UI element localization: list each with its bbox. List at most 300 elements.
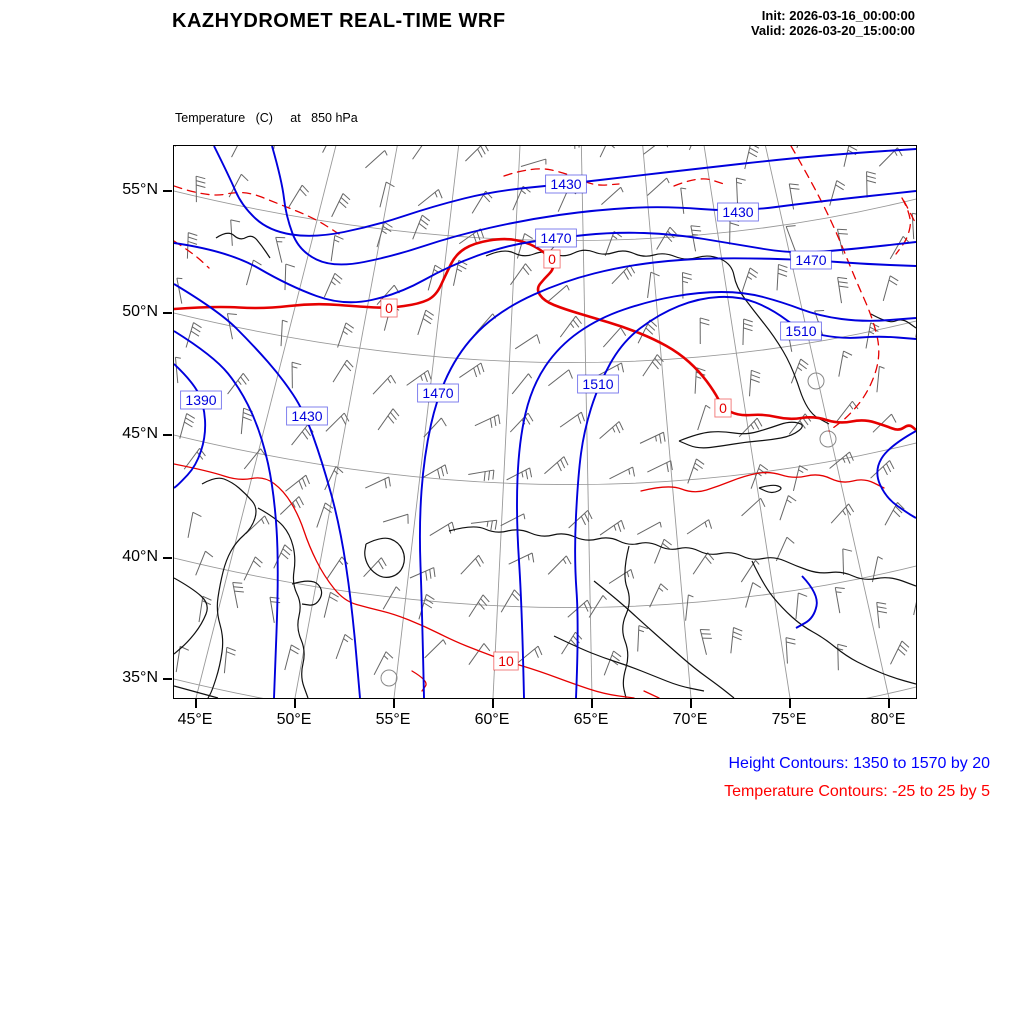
wind-barb-feather <box>187 414 195 419</box>
wind-barb-feather <box>894 151 897 156</box>
wind-barb-feather <box>557 462 561 471</box>
wind-barb-feather <box>528 413 533 421</box>
wind-barb-feather <box>627 268 632 276</box>
graticule-meridian <box>643 146 691 698</box>
wind-barb-feather <box>227 647 236 650</box>
wind-barb-feather <box>787 537 794 543</box>
wind-barb-feather <box>226 652 235 655</box>
wind-barb-feather <box>664 539 672 545</box>
wind-barb-feather <box>434 568 435 577</box>
wind-barb-shaft <box>199 596 203 622</box>
wind-barb-shaft <box>700 629 706 654</box>
temp-contour-label: 10 <box>498 653 514 669</box>
wind-barb-feather <box>613 427 615 432</box>
wind-barb-shaft <box>731 627 734 653</box>
wind-barb-feather <box>191 331 199 336</box>
wind-barb-feather <box>253 561 260 567</box>
wind-barb-shaft <box>844 146 850 167</box>
wind-barb-feather <box>300 189 306 196</box>
wind-barb-feather <box>196 185 205 188</box>
wind-barb-shaft <box>232 146 244 157</box>
wind-barb-feather <box>751 379 760 382</box>
wind-barb-feather <box>188 237 197 240</box>
wind-barb-feather <box>646 328 653 334</box>
wind-barb-feather <box>421 375 423 380</box>
wind-barb-feather <box>196 176 205 179</box>
wind-barb-shaft <box>418 189 438 205</box>
wind-barb-feather <box>622 363 624 372</box>
wind-barb-feather <box>747 276 752 279</box>
wind-barb-feather <box>339 561 343 565</box>
wind-barb-shaft <box>285 645 292 670</box>
wind-barb-feather <box>733 632 742 636</box>
wind-barb-shaft <box>650 584 661 608</box>
lon-tick <box>492 699 494 708</box>
wind-barb-feather <box>478 149 483 157</box>
wind-barb-feather <box>749 152 757 157</box>
wind-barb-feather <box>474 368 477 377</box>
wind-barb-feather <box>421 219 429 225</box>
wind-barb-feather <box>430 569 431 578</box>
wind-barb-feather <box>241 377 247 385</box>
height-contour <box>272 146 916 264</box>
wind-barb-feather <box>890 460 894 468</box>
wind-barb-shaft <box>883 276 890 301</box>
wind-barb-shaft <box>655 539 665 563</box>
wind-barb-feather <box>624 271 629 279</box>
wind-barb-feather <box>525 264 531 271</box>
wind-barb-feather <box>498 415 499 424</box>
wind-barb-feather <box>743 328 752 331</box>
height-contour <box>420 258 916 698</box>
wind-barb-shaft <box>377 222 384 247</box>
station-circle <box>381 670 397 686</box>
temp-contour-dashed <box>174 186 339 234</box>
wind-barb-shaft <box>830 452 850 469</box>
wind-barb-shaft <box>281 320 282 346</box>
variable-temperature: Temperature (C) at 850 hPa <box>175 111 358 125</box>
wind-barb-shaft <box>793 466 799 491</box>
wind-barb-feather <box>347 360 353 367</box>
wind-barb-feather <box>537 335 540 344</box>
wind-barb-feather <box>709 520 712 529</box>
wind-barb-feather <box>291 645 299 650</box>
wind-barb-feather <box>441 467 443 476</box>
wind-barb-feather <box>335 235 344 239</box>
wind-barb-feather <box>706 405 711 408</box>
wind-barb-feather <box>581 412 584 421</box>
wind-barb-shaft <box>544 457 563 474</box>
wind-barb-feather <box>744 319 753 322</box>
wind-barb-feather <box>682 272 691 274</box>
wind-barb-feather <box>292 362 301 364</box>
lat-tick <box>163 678 172 680</box>
wind-barb-feather <box>243 373 249 381</box>
run-times <box>600 8 915 38</box>
wind-barb-shaft <box>681 188 684 214</box>
wind-barb-feather <box>651 272 660 276</box>
wind-barb-feather <box>570 323 573 327</box>
wind-barb-feather <box>426 594 434 599</box>
geography-outline <box>759 485 781 492</box>
wind-barb-feather <box>608 146 615 148</box>
wind-barb-shaft <box>691 226 696 252</box>
wind-barb-feather <box>798 593 807 596</box>
wind-barb-feather <box>290 649 298 654</box>
wind-barb-feather <box>334 240 339 242</box>
wind-barb-feather <box>843 355 848 357</box>
contour-legend <box>420 750 990 806</box>
wind-barb-feather <box>234 591 243 592</box>
wind-barb-feather <box>343 331 348 334</box>
wind-barb-feather <box>343 639 347 642</box>
wind-barb-feather <box>564 457 568 466</box>
graticule-parallel <box>174 679 916 698</box>
wind-barb-shaft <box>336 634 345 658</box>
wind-barb-feather <box>525 416 530 424</box>
wind-barb-feather <box>898 649 905 655</box>
wind-barb-feather <box>797 367 801 370</box>
wind-barb-shaft <box>743 319 744 345</box>
wind-barb-feather <box>737 182 742 183</box>
wind-barb-feather <box>778 269 787 272</box>
wind-barb-shaft <box>326 413 344 431</box>
wind-barb-feather <box>532 553 534 562</box>
wind-barb-feather <box>424 373 427 382</box>
wind-barb-feather <box>619 422 623 431</box>
wind-barb-feather <box>892 414 897 422</box>
wind-barb-feather <box>526 470 528 479</box>
wind-barb-feather <box>836 185 844 190</box>
wind-barb-shaft <box>777 264 778 290</box>
height-contour-label: 1510 <box>582 376 614 392</box>
wind-barb-feather <box>787 500 792 503</box>
wind-barb-feather <box>428 370 431 379</box>
wind-barb-shaft <box>742 498 761 516</box>
wind-barb-feather <box>692 230 701 231</box>
station-circle <box>808 373 824 389</box>
wind-barb-feather <box>575 632 581 639</box>
wind-barb-feather <box>621 187 623 192</box>
wind-barb-shaft <box>380 182 386 207</box>
wind-barb-feather <box>512 594 519 601</box>
wind-barb-feather <box>786 642 795 644</box>
lat-label: 55°N <box>122 181 158 198</box>
wind-barb-shaft <box>689 146 699 150</box>
wind-barb-feather <box>205 551 212 557</box>
wind-barb-shaft <box>891 641 902 664</box>
wind-barb-feather <box>345 327 353 332</box>
wind-barb-feather <box>696 459 704 464</box>
lat-tick <box>163 434 172 436</box>
wind-barb-feather <box>476 558 481 566</box>
wind-barb-feather <box>306 475 310 484</box>
wind-barb-shaft <box>780 496 788 521</box>
wind-barb-feather <box>388 416 394 423</box>
map-frame <box>173 145 917 699</box>
height-contour <box>796 576 817 628</box>
wind-barb-feather <box>843 549 852 551</box>
lat-tick <box>163 190 172 192</box>
wind-barb-feather <box>292 367 297 368</box>
wind-barb-feather <box>378 561 383 569</box>
wind-barb-feather <box>838 277 847 278</box>
wind-barb-feather <box>627 572 629 577</box>
wind-barb-feather <box>681 188 686 189</box>
graticule-meridian <box>704 146 790 698</box>
wind-barb-feather <box>478 602 484 609</box>
wind-barb-feather <box>754 421 759 429</box>
wind-barb-feather <box>185 418 193 423</box>
wind-barb-feather <box>621 520 624 529</box>
temp-contour-label: 0 <box>548 251 556 267</box>
wind-barb-feather <box>457 269 462 272</box>
wind-barb-shaft <box>423 465 446 478</box>
lon-tick <box>393 699 395 708</box>
wind-barb-feather <box>438 469 440 478</box>
wind-barb-feather <box>838 234 847 235</box>
height-contour-label: 1390 <box>185 392 217 408</box>
wind-barb-feather <box>670 227 677 234</box>
wind-barb-feather <box>692 234 697 235</box>
wind-barb-feather <box>481 146 486 154</box>
wind-barb-feather <box>867 176 876 178</box>
graticule-parallel <box>174 435 916 485</box>
wind-barb-shaft <box>750 370 752 396</box>
wind-barb-feather <box>419 223 427 229</box>
wind-barb-feather <box>836 592 841 593</box>
lat-tick <box>163 312 172 314</box>
wind-barb-shaft <box>746 583 753 608</box>
wind-barb-shaft <box>644 146 665 154</box>
wind-barb-feather <box>302 432 308 440</box>
wind-barb-feather <box>386 652 393 659</box>
wind-barb-feather <box>659 588 663 592</box>
lon-tick <box>195 699 197 708</box>
wind-barb-feather <box>484 472 485 481</box>
wind-barb-feather <box>522 472 523 477</box>
wind-barb-feather <box>346 323 354 328</box>
wind-barb-feather <box>343 193 350 199</box>
geography-outline <box>174 578 207 654</box>
wind-barb-feather <box>751 375 760 378</box>
wind-barb-feather <box>435 192 437 197</box>
wind-barb-feather <box>282 320 287 322</box>
wind-barb-feather <box>494 417 495 426</box>
wind-barb-feather <box>902 641 909 647</box>
wind-barb-shaft <box>835 588 840 614</box>
wind-barb-shaft <box>648 272 651 298</box>
wind-barb-feather <box>271 602 280 603</box>
lon-label: 45°E <box>177 711 213 728</box>
wind-barb-feather <box>751 424 754 429</box>
wind-barb-feather <box>438 189 442 198</box>
wind-barb-feather <box>883 466 887 474</box>
wind-barb-feather <box>281 553 288 559</box>
wind-barb-feather <box>424 314 432 319</box>
wind-barb-shaft <box>501 590 514 612</box>
wind-barb-shaft <box>736 178 737 204</box>
wind-barb-feather <box>838 644 847 646</box>
wind-barb-shaft <box>548 370 569 386</box>
wind-barb-feather <box>695 463 703 468</box>
wind-barb-feather <box>753 583 761 588</box>
wind-barb-feather <box>849 146 857 150</box>
wind-barb-feather <box>890 276 898 281</box>
wind-barb-feather <box>385 479 387 488</box>
wind-barb-shaft <box>276 237 282 262</box>
wind-barb-shaft <box>601 187 620 204</box>
wind-barb-feather <box>435 265 443 270</box>
wind-barb-feather <box>629 469 630 474</box>
wind-barb-feather <box>481 363 484 372</box>
wind-barb-feather <box>296 500 300 508</box>
wind-barb-feather <box>234 587 243 588</box>
geography-outline <box>623 546 630 698</box>
wind-barb-feather <box>233 582 242 583</box>
wind-barb-feather <box>736 178 745 180</box>
wind-barb-feather <box>614 651 622 657</box>
wind-barb-shaft <box>603 328 620 347</box>
lon-tick <box>888 699 890 708</box>
lon-label: 75°E <box>771 711 807 728</box>
wind-barb-feather <box>751 370 760 373</box>
wind-barb-feather <box>837 181 845 186</box>
wind-barb-feather <box>384 222 392 227</box>
wind-barb-shaft <box>589 595 603 617</box>
wind-barb-shaft <box>413 146 428 159</box>
wind-barb-feather <box>603 595 607 599</box>
wind-barb-shaft <box>515 335 537 349</box>
wind-barb-feather <box>730 223 739 226</box>
wind-barb-feather <box>563 559 566 564</box>
wind-barb-feather <box>524 514 525 519</box>
wind-barb-shaft <box>418 310 426 335</box>
wind-barb-feather <box>390 412 396 419</box>
wind-barb-feather <box>423 319 431 324</box>
wind-barb-shaft <box>600 146 611 157</box>
wind-barb-feather <box>799 363 807 369</box>
lon-label: 65°E <box>573 711 609 728</box>
geography-outline <box>752 561 916 684</box>
wind-barb-feather <box>664 146 667 147</box>
wind-barb-feather <box>837 229 846 230</box>
wind-barb-feather <box>567 285 569 290</box>
wind-barb-feather <box>393 409 399 416</box>
wind-barb-shaft <box>914 590 916 615</box>
wind-barb-feather <box>850 452 854 461</box>
wind-barb-shaft <box>465 146 483 161</box>
wind-barb-feather <box>618 523 621 532</box>
lat-tick <box>163 557 172 559</box>
wind-barb-feather <box>495 520 497 529</box>
height-contour <box>174 331 278 698</box>
wind-barb-feather <box>299 497 303 505</box>
wind-barb-shaft <box>786 638 787 664</box>
height-contour-label: 1430 <box>722 204 754 220</box>
wind-barb-feather <box>302 478 306 487</box>
wind-barb-feather <box>227 314 236 315</box>
wind-barb-shaft <box>338 323 346 348</box>
wind-barb-feather <box>778 264 787 267</box>
wind-barb-feather <box>843 510 846 515</box>
wind-barb-feather <box>382 231 387 234</box>
wind-barb-feather <box>194 323 202 328</box>
temp-contour-dashed <box>674 179 724 186</box>
height-contour-label: 1510 <box>785 323 817 339</box>
valid-time: Valid: 2026-03-20_15:00:00 <box>750 23 915 38</box>
wind-barb-feather <box>521 190 525 193</box>
wind-barb-feather <box>661 584 668 590</box>
wind-barb-feather <box>660 522 661 527</box>
lat-label: 45°N <box>122 425 158 442</box>
wind-barb-feather <box>750 268 758 273</box>
wind-barb-shaft <box>776 537 787 561</box>
wind-barb-shaft <box>695 368 696 394</box>
wind-barb-shaft <box>890 236 903 259</box>
wind-barb-shaft <box>786 226 795 250</box>
wind-barb-feather <box>424 603 432 608</box>
wind-barb-shaft <box>647 178 666 195</box>
wind-barb-feather <box>302 185 308 192</box>
wind-barb-feather <box>345 634 353 640</box>
wind-barb-feather <box>192 327 200 332</box>
wind-barb-shaft <box>383 587 396 610</box>
wind-barb-shaft <box>609 569 631 583</box>
height-contour-label: 1470 <box>422 385 454 401</box>
graticule-meridian <box>493 146 520 698</box>
wind-barb-feather <box>477 231 480 240</box>
wind-barb-shaft <box>521 159 546 166</box>
lon-label: 60°E <box>474 711 510 728</box>
wind-barb-feather <box>483 195 489 202</box>
wind-barb-feather <box>691 226 700 227</box>
lon-label: 55°E <box>375 711 411 728</box>
wind-barb-feather <box>790 188 799 189</box>
wind-barb-feather <box>789 184 798 185</box>
wind-barb-feather <box>616 424 620 433</box>
lon-tick <box>690 699 692 708</box>
wind-barb-shaft <box>244 557 255 580</box>
wind-barb-feather <box>339 201 346 207</box>
wind-barb-feather <box>578 415 581 424</box>
wind-barb-shaft <box>698 405 706 430</box>
wind-barb-shaft <box>180 414 187 439</box>
wind-barb-feather <box>484 146 489 151</box>
wind-barb-feather <box>426 571 427 580</box>
wind-barb-feather <box>900 645 907 651</box>
wind-barb-feather <box>333 277 340 283</box>
wind-barb-shaft <box>693 553 708 575</box>
wind-barb-feather <box>193 512 201 516</box>
wind-barb-feather <box>538 646 542 655</box>
wind-barb-shaft <box>745 146 751 169</box>
lon-tick <box>789 699 791 708</box>
wind-barb-feather <box>656 436 657 441</box>
wind-barb-shaft <box>885 502 897 525</box>
wind-barb-shaft <box>175 357 177 383</box>
wind-barb-feather <box>705 522 707 527</box>
wind-barb-feather <box>283 549 290 555</box>
wind-barb-feather <box>786 638 795 640</box>
wind-barb-feather <box>760 464 768 470</box>
wind-barb-feather <box>850 405 853 409</box>
wind-barb-feather <box>231 220 240 222</box>
wind-barb-shaft <box>327 557 341 579</box>
wind-barb-feather <box>844 351 853 355</box>
wind-barb-shaft <box>600 520 621 535</box>
wind-barb-shaft <box>323 146 335 153</box>
